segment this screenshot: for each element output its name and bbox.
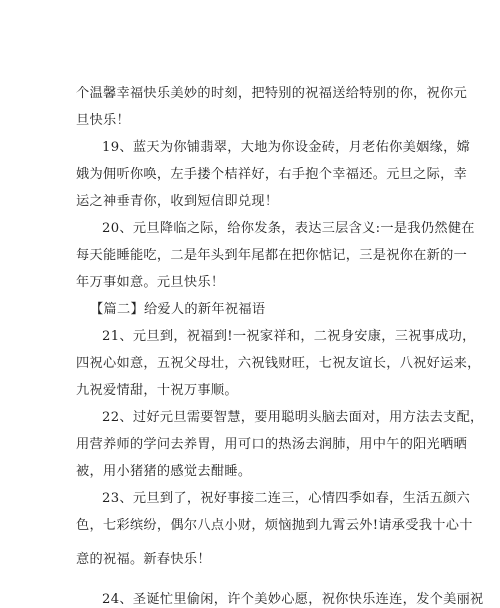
text-line: 23、元旦到了，祝好事接二连三，心情四季如春，生活五颜六 xyxy=(102,491,471,506)
text-line: 四祝心如意，五祝父母壮，六祝钱财旺，七祝友谊长，八祝好运来， xyxy=(76,356,481,371)
text-line: 九祝爱情甜，十祝万事顺。 xyxy=(76,383,238,398)
text-line: 19、蓝天为你铺翡翠，大地为你设金砖，月老佑你美姻缘，嫦 xyxy=(102,140,471,155)
text-line: 21、元旦到，祝福到!一祝家祥和，二祝身安康，三祝事成功， xyxy=(102,329,476,344)
text-line: 24、圣诞忙里偷闲，许个美妙心愿，祝你快乐连连，发个美丽祝 xyxy=(102,592,484,607)
text-line: 被，用小猪猪的感觉去酣睡。 xyxy=(76,464,252,479)
text-line: 个温馨幸福快乐美妙的时刻，把特别的祝福送给特别的你，祝你元 xyxy=(76,86,468,101)
text-line: 意的祝福。新春快乐！ xyxy=(76,552,211,567)
text-line: 每天能睡能吃，二是年头到年尾都在把你惦记，三是祝你在新的一 xyxy=(76,248,468,263)
text-line: 22、过好元旦需要智慧，要用聪明头脑去面对，用方法去支配， xyxy=(102,410,484,425)
text-line: 运之神垂青你，收到短信即兑现！ xyxy=(76,194,279,209)
text-line: 年万事如意。元旦快乐！ xyxy=(76,275,225,290)
section-heading: 【篇二】给爱人的新年祝福语 xyxy=(90,302,266,317)
text-line: 用营养师的学问去养胃，用可口的热汤去润肺，用中午的阳光晒晒 xyxy=(76,437,468,452)
text-line: 娥为佣听你唤，左手搂个桔祥好，右手抱个幸福还。元旦之际，幸 xyxy=(76,167,468,182)
text-line: 旦快乐！ xyxy=(76,113,130,128)
text-line: 色，七彩缤纷，偶尔八点小财，烦恼抛到九霄云外!请承受我十心十 xyxy=(76,518,473,533)
text-line: 20、元旦降临之际，给你发条，表达三层含义:一是我仍然健在 xyxy=(102,221,475,236)
